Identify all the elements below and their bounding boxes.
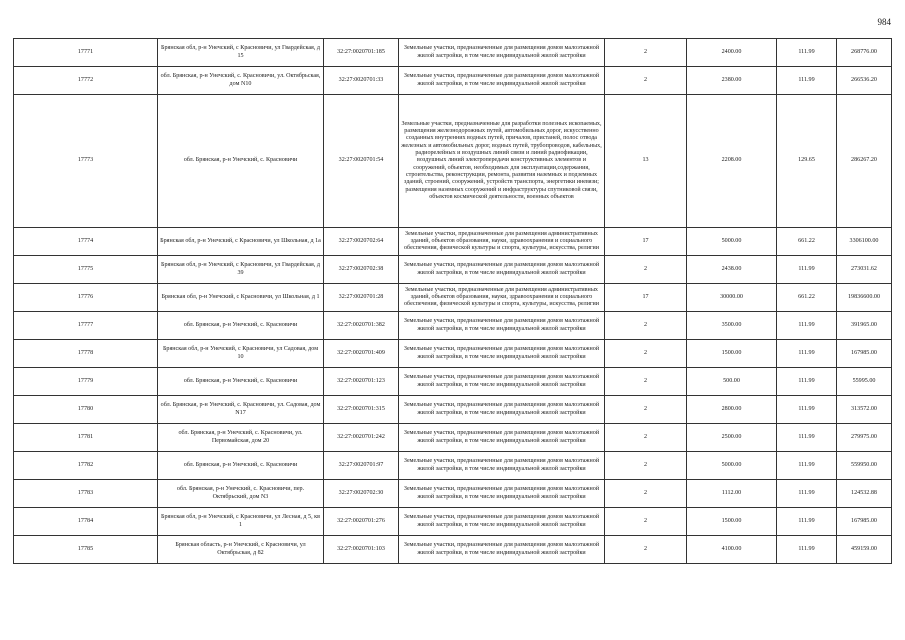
group-code-cell: 2	[605, 39, 687, 67]
address-cell: обл. Брянская, р-н Унечский, с. Красновичи	[158, 452, 324, 480]
land-use-purpose-cell: Земельные участки, предназначенные для размещения домов малоэтажной жилой застройки, в том числе индивидуальной жилой застройки	[399, 508, 605, 536]
group-code-cell: 2	[605, 368, 687, 396]
record-number-cell: 17776	[14, 284, 158, 312]
cadastral-number-cell: 32:27:0020701:54	[324, 95, 399, 228]
cadastral-value-cell: 268776.00	[837, 39, 892, 67]
area-cell: 5000.00	[687, 452, 777, 480]
group-code-cell: 2	[605, 424, 687, 452]
group-code-cell: 13	[605, 95, 687, 228]
area-cell: 5000.00	[687, 228, 777, 256]
specific-value-cell: 111.99	[777, 396, 837, 424]
cadastral-number-cell: 32:27:0020702:30	[324, 480, 399, 508]
area-cell: 4100.00	[687, 536, 777, 564]
address-cell: Брянская обл, р-н Унечский, с Красновичи, ул Гвардейская, д 39	[158, 256, 324, 284]
table-row	[14, 67, 892, 95]
address-cell: обл. Брянская, р-н Унечский, с. Красновичи, ул. Первомайская, дом 20	[158, 424, 324, 452]
group-code-cell: 2	[605, 452, 687, 480]
group-code-cell: 2	[605, 508, 687, 536]
cadastral-value-cell: 3306100.00	[837, 228, 892, 256]
address-cell: Брянская обл, р-н Унечский, с Красновичи, ул Школьная, д 1а	[158, 228, 324, 256]
group-code-cell: 2	[605, 312, 687, 340]
land-use-purpose-cell: Земельные участки, предназначенные для размещения домов малоэтажной жилой застройки, в том числе индивидуальной жилой застройки	[399, 452, 605, 480]
address-cell: Брянская обл, р-н Унечский, с Красновичи, ул Школьная, д 1	[158, 284, 324, 312]
cadastral-value-cell: 279975.00	[837, 424, 892, 452]
table-row	[14, 340, 892, 368]
table-row	[14, 39, 892, 67]
group-code-cell: 17	[605, 228, 687, 256]
area-cell: 1112.00	[687, 480, 777, 508]
area-cell: 500.00	[687, 368, 777, 396]
cadastral-value-cell: 286267.20	[837, 95, 892, 228]
cadastral-value-cell: 459159.00	[837, 536, 892, 564]
specific-value-cell: 111.99	[777, 312, 837, 340]
specific-value-cell: 111.99	[777, 256, 837, 284]
land-use-purpose-cell: Земельные участки, предназначенные для размещения домов малоэтажной жилой застройки, в том числе индивидуальной жилой застройки	[399, 480, 605, 508]
cadastral-number-cell: 32:27:0020701:97	[324, 452, 399, 480]
area-cell: 30000.00	[687, 284, 777, 312]
address-cell: обл. Брянская, р-н Унечский, с. Красновичи	[158, 312, 324, 340]
cadastral-number-cell: 32:27:0020701:242	[324, 424, 399, 452]
land-use-purpose-cell: Земельные участки, предназначенные для размещения домов малоэтажной жилой застройки, в том числе индивидуальной жилой застройки	[399, 424, 605, 452]
cadastral-number-cell: 32:27:0020701:315	[324, 396, 399, 424]
area-cell: 2208.00	[687, 95, 777, 228]
cadastral-number-cell: 32:27:0020701:28	[324, 284, 399, 312]
record-number-cell: 17779	[14, 368, 158, 396]
table-row	[14, 256, 892, 284]
cadastral-number-cell: 32:27:0020701:382	[324, 312, 399, 340]
cadastral-number-cell: 32:27:0020701:409	[324, 340, 399, 368]
record-number-cell: 17781	[14, 424, 158, 452]
cadastral-value-table	[13, 38, 892, 564]
specific-value-cell: 111.99	[777, 39, 837, 67]
area-cell: 2500.00	[687, 424, 777, 452]
cadastral-value-cell: 55995.00	[837, 368, 892, 396]
table-row	[14, 284, 892, 312]
group-code-cell: 2	[605, 67, 687, 95]
address-cell: Брянская обл, р-н Унечский, с Красновичи, ул Лесная, д 5, кв 1	[158, 508, 324, 536]
specific-value-cell: 111.99	[777, 340, 837, 368]
land-use-purpose-cell: Земельные участки, предназначенные для размещения домов малоэтажной жилой застройки, в том числе индивидуальной жилой застройки	[399, 396, 605, 424]
cadastral-value-cell: 391965.00	[837, 312, 892, 340]
record-number-cell: 17772	[14, 67, 158, 95]
cadastral-value-cell: 266536.20	[837, 67, 892, 95]
page-number: 984	[877, 17, 891, 27]
table-row	[14, 312, 892, 340]
area-cell: 1500.00	[687, 340, 777, 368]
address-cell: Брянская обл, р-н Унечский, с Красновичи, ул Гвардейская, д 15	[158, 39, 324, 67]
land-use-purpose-cell: Земельные участки, предназначенные для размещения домов малоэтажной жилой застройки, в том числе индивидуальной жилой застройки	[399, 256, 605, 284]
land-use-purpose-cell: Земельные участки, предназначенные для размещения домов малоэтажной жилой застройки, в том числе индивидуальной жилой застройки	[399, 368, 605, 396]
record-number-cell: 17773	[14, 95, 158, 228]
table-row	[14, 536, 892, 564]
specific-value-cell: 129.65	[777, 95, 837, 228]
cadastral-number-cell: 32:27:0020701:33	[324, 67, 399, 95]
land-use-purpose-cell: Земельные участки, предназначенные для разработки полезных ископаемых, размещения железнодорожных путей, автомобильных дорог, искусственно созданных внутренних водных путей, причалов, пристаней, полос отвода железных и автомобильных дорог, водных путей, трубопроводов, кабельных, радиорелейных и воздушных линий связи и линий радиофикации, воздушных линий электропередачи конструктивных элементов и сооружений, объектов, необходимых для эксплуатации,содержания, строительства, реконструкции, ремонта, развития наземных и подземных зданий, строений, сооружений, устройств транспорта, энергетики иневязи; размещения наземных сооружений и инфраструктуры спутниковой связи, объектов космической деятельности, военных объектов	[399, 95, 605, 228]
cadastral-value-cell: 124532.88	[837, 480, 892, 508]
record-number-cell: 17780	[14, 396, 158, 424]
record-number-cell: 17783	[14, 480, 158, 508]
table-row	[14, 396, 892, 424]
specific-value-cell: 111.99	[777, 424, 837, 452]
cadastral-number-cell: 32:27:0020701:103	[324, 536, 399, 564]
table-row	[14, 95, 892, 228]
cadastral-value-cell: 273031.62	[837, 256, 892, 284]
specific-value-cell: 111.99	[777, 480, 837, 508]
area-cell: 1500.00	[687, 508, 777, 536]
cadastral-value-cell: 167985.00	[837, 508, 892, 536]
area-cell: 3500.00	[687, 312, 777, 340]
cadastral-number-cell: 32:27:0020701:276	[324, 508, 399, 536]
group-code-cell: 2	[605, 480, 687, 508]
record-number-cell: 17774	[14, 228, 158, 256]
cadastral-value-cell: 167985.00	[837, 340, 892, 368]
specific-value-cell: 111.99	[777, 508, 837, 536]
group-code-cell: 2	[605, 396, 687, 424]
address-cell: обл. Брянская, р-н Унечский, с. Красновичи	[158, 95, 324, 228]
address-cell: обл. Брянская, р-н Унечский, с. Красновичи, ул. Садовая, дом N17	[158, 396, 324, 424]
group-code-cell: 2	[605, 340, 687, 368]
cadastral-value-cell: 313572.00	[837, 396, 892, 424]
area-cell: 2400.00	[687, 39, 777, 67]
table-body	[14, 39, 892, 564]
specific-value-cell: 661.22	[777, 228, 837, 256]
table-row	[14, 368, 892, 396]
specific-value-cell: 111.99	[777, 452, 837, 480]
land-use-purpose-cell: Земельные участки, предназначенные для размещения домов малоэтажной жилой застройки, в том числе индивидуальной жилой застройки	[399, 312, 605, 340]
address-cell: обл. Брянская, р-н Унечский, с. Красновичи, пер. Октябрьский, дом N3	[158, 480, 324, 508]
area-cell: 2438.00	[687, 256, 777, 284]
address-cell: Брянская область, р-н Унечский, с Красновичи, ул Октябрьская, д 82	[158, 536, 324, 564]
address-cell: обл. Брянская, р-н Унечский, с. Красновичи, ул. Октябрьская, дом N10	[158, 67, 324, 95]
cadastral-number-cell: 32:27:0020702:38	[324, 256, 399, 284]
land-use-purpose-cell: Земельные участки, предназначенные для размещения административных зданий, объектов образования, науки, здравоохранения и социального обеспечения, физической культуры и спорта, культуры, искусства, религии	[399, 284, 605, 312]
cadastral-value-cell: 19836600.00	[837, 284, 892, 312]
specific-value-cell: 111.99	[777, 368, 837, 396]
group-code-cell: 2	[605, 256, 687, 284]
record-number-cell: 17784	[14, 508, 158, 536]
table-row	[14, 424, 892, 452]
cadastral-number-cell: 32:27:0020701:185	[324, 39, 399, 67]
table-row	[14, 228, 892, 256]
area-cell: 2380.00	[687, 67, 777, 95]
table-row	[14, 452, 892, 480]
area-cell: 2800.00	[687, 396, 777, 424]
record-number-cell: 17785	[14, 536, 158, 564]
record-number-cell: 17782	[14, 452, 158, 480]
table-row	[14, 480, 892, 508]
record-number-cell: 17771	[14, 39, 158, 67]
cadastral-number-cell: 32:27:0020702:64	[324, 228, 399, 256]
land-use-purpose-cell: Земельные участки, предназначенные для размещения домов малоэтажной жилой застройки, в том числе индивидуальной жилой застройки	[399, 536, 605, 564]
record-number-cell: 17775	[14, 256, 158, 284]
address-cell: Брянская обл, р-н Унечский, с Красновичи, ул Садовая, дом 10	[158, 340, 324, 368]
record-number-cell: 17777	[14, 312, 158, 340]
specific-value-cell: 111.99	[777, 67, 837, 95]
land-use-purpose-cell: Земельные участки, предназначенные для размещения административных зданий, объектов образования, науки, здравоохранения и социального обеспечения, физической культуры и спорта, культуры, искусства, религии	[399, 228, 605, 256]
table-row	[14, 508, 892, 536]
land-use-purpose-cell: Земельные участки, предназначенные для размещения домов малоэтажной жилой застройки, в том числе индивидуальной жилой застройки	[399, 39, 605, 67]
cadastral-number-cell: 32:27:0020701:123	[324, 368, 399, 396]
group-code-cell: 2	[605, 536, 687, 564]
specific-value-cell: 661.22	[777, 284, 837, 312]
land-use-purpose-cell: Земельные участки, предназначенные для размещения домов малоэтажной жилой застройки, в том числе индивидуальной жилой застройки	[399, 340, 605, 368]
land-use-purpose-cell: Земельные участки, предназначенные для размещения домов малоэтажной жилой застройки, в том числе индивидуальной жилой застройки	[399, 67, 605, 95]
address-cell: обл. Брянская, р-н Унечский, с. Красновичи	[158, 368, 324, 396]
group-code-cell: 17	[605, 284, 687, 312]
specific-value-cell: 111.99	[777, 536, 837, 564]
cadastral-value-cell: 559950.00	[837, 452, 892, 480]
record-number-cell: 17778	[14, 340, 158, 368]
